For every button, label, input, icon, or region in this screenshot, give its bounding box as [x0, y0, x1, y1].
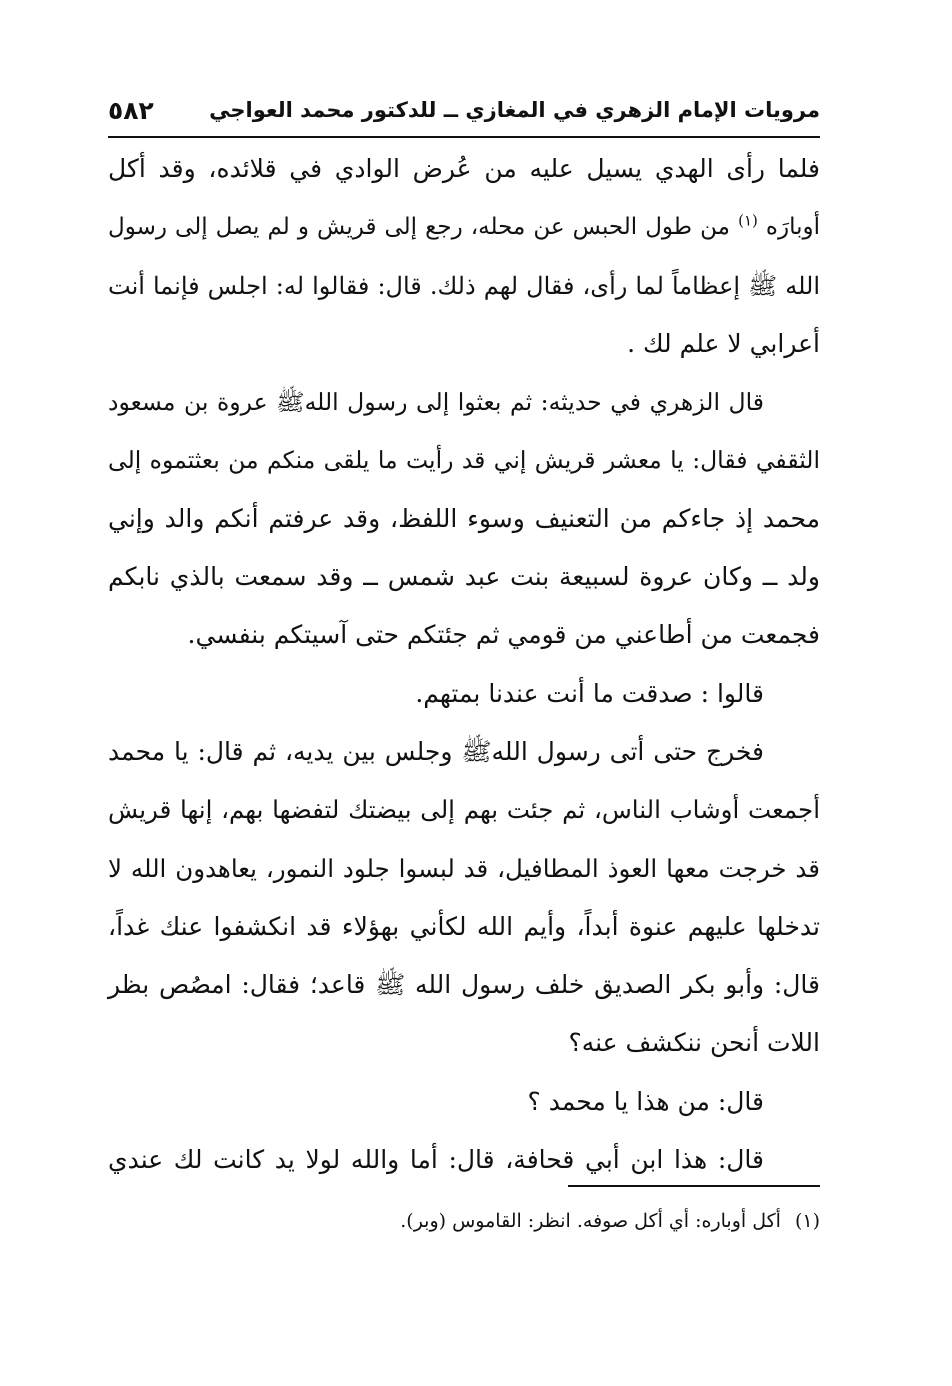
footnote	[108, 1206, 820, 1236]
text-line: ولد ــ وكان عروة لسبيعة بنت عبد شمس ــ وقد سمعت بالذي نابكم	[108, 562, 820, 592]
footnote-text: أكل أوباره: أي أكل صوفه. انظر: القاموس (وبر).	[400, 1210, 781, 1232]
text-line: أعرابي لا علم لك .	[627, 328, 820, 358]
text-line: قال الزهري في حديثه: ثم بعثوا إلى رسول اللهﷺ عروة بن مسعود	[108, 388, 764, 417]
text-line: تدخلها عليهم عنوة أبداً، وأيم الله لكأني بهؤلاء قد انكشفوا عنك غداً،	[108, 911, 820, 941]
text-line: قال: من هذا يا محمد ؟	[527, 1086, 764, 1116]
text-line-rest: من طول الحبس عن محله، رجع إلى قريش و لم يصل إلى رسول	[108, 214, 731, 241]
text-line: محمد إذ جاءكم من التعنيف وسوء اللفظ، وقد عرفتم أنكم والد وإني	[108, 503, 820, 533]
text-line: قد خرجت معها العوذ المطافيل، قد لبسوا جلود النمور، يعاهدون الله لا	[108, 853, 820, 883]
text-line: فلما رأى الهدي يسيل عليه من عُرض الوادي في قلائده، وقد أكل	[108, 154, 820, 183]
text-line: فخرج حتى أتى رسول اللهﷺ وجلس بين يديه، ثم قال: يا محمد	[108, 736, 764, 766]
text-line-start: أوبارَه	[765, 214, 820, 241]
footnote-number: (١)	[794, 1210, 820, 1232]
text-line: الثقفي فقال: يا معشر قريش إني قد رأيت ما يلقى منكم من بعثتموه إلى	[108, 446, 820, 475]
text-line: فجمعت من أطاعني من قومي ثم جئتكم حتى آسيتكم بنفسي.	[187, 620, 820, 650]
running-title: مرويات الإمام الزهري في المغازي ــ للدكتور محمد العواجي	[209, 98, 820, 122]
running-header	[108, 96, 820, 132]
text-line: قال: وأبو بكر الصديق خلف رسول الله ﷺ قاعد؛ فقال: امصُص بظر	[108, 970, 820, 1000]
text-line: الله ﷺ إعظاماً لما رأى، فقال لهم ذلك. قال: فقالوا له: اجلس فإنما أنت	[108, 271, 820, 300]
text-line: أجمعت أوشاب الناس، ثم جئت بهم إلى بيضتك لتفضها بهم، إنها قريش	[108, 795, 820, 825]
text-line: اللات أنحن ننكشف عنه؟	[568, 1028, 820, 1058]
text-line: قال: هذا ابن أبي قحافة، قال: أما والله لولا يد كانت لك عندي	[108, 1145, 764, 1175]
text-line: قالوا : صدقت ما أنت عندنا بمتهم.	[415, 678, 764, 708]
page-number: ٥٨٢	[108, 96, 154, 125]
footnote-reference[interactable]: (١)	[738, 211, 758, 230]
footnote-rule	[568, 1185, 820, 1187]
text-line	[108, 198, 820, 256]
header-rule	[108, 136, 820, 138]
body-text	[108, 140, 820, 1189]
